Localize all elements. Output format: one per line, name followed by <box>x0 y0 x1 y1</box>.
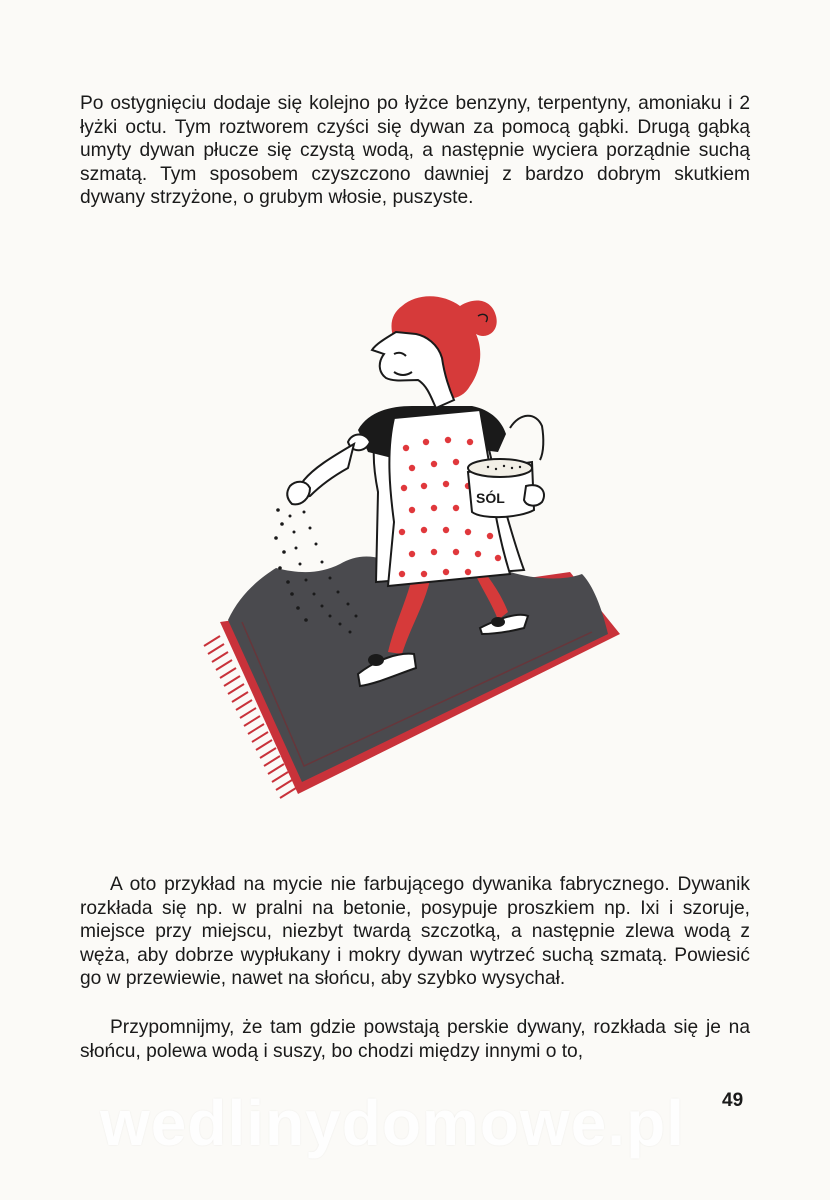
page-number: 49 <box>722 1090 744 1111</box>
paragraph-top: Po ostygnięciu dodaje się kolejno po łyżce benzyny, terpentyny, amoniaku i 2 łyżki octu. Tym roztworem czyści się dywan za pomocą gąbki. Drugą gąbką umyty dywan płucze się czystą wodą, a następnie wyciera porządnie suchą szmatą. Tym sposobem czyszczono dawniej z bardzo dobrym skutkiem dywany strzyżone, o grubym włosie, puszyste. <box>80 93 750 209</box>
watermark: wedlinydomowe.pl <box>100 1087 685 1159</box>
head <box>372 296 497 408</box>
woman-salting-carpet-illustration <box>180 282 650 827</box>
salt-jar-label: SÓL <box>476 490 505 506</box>
paragraph-middle: A oto przykład na mycie nie farbującego dywanika fabrycznego. Dywanik rozkłada się np. w pralni na betonie, posypuje proszkiem np. Ixi i szoruje, miejsce przy miejscu, niezbyt twardą szczotką, a następnie zlewa wodą z węża, aby dobrze wypłukany i mokry dywan wytrzeć suchą szmatą. Powiesić go w przewiewie, nawet na słońcu, aby szybko wysychał. <box>80 874 750 990</box>
left-arm <box>287 444 354 504</box>
paragraph-bottom: Przypomnijmy, że tam gdzie powstają perskie dywany, rozkłada się je na słońcu, polewa wodą i suszy, bo chodzi między innymi o to, <box>80 1017 750 1062</box>
